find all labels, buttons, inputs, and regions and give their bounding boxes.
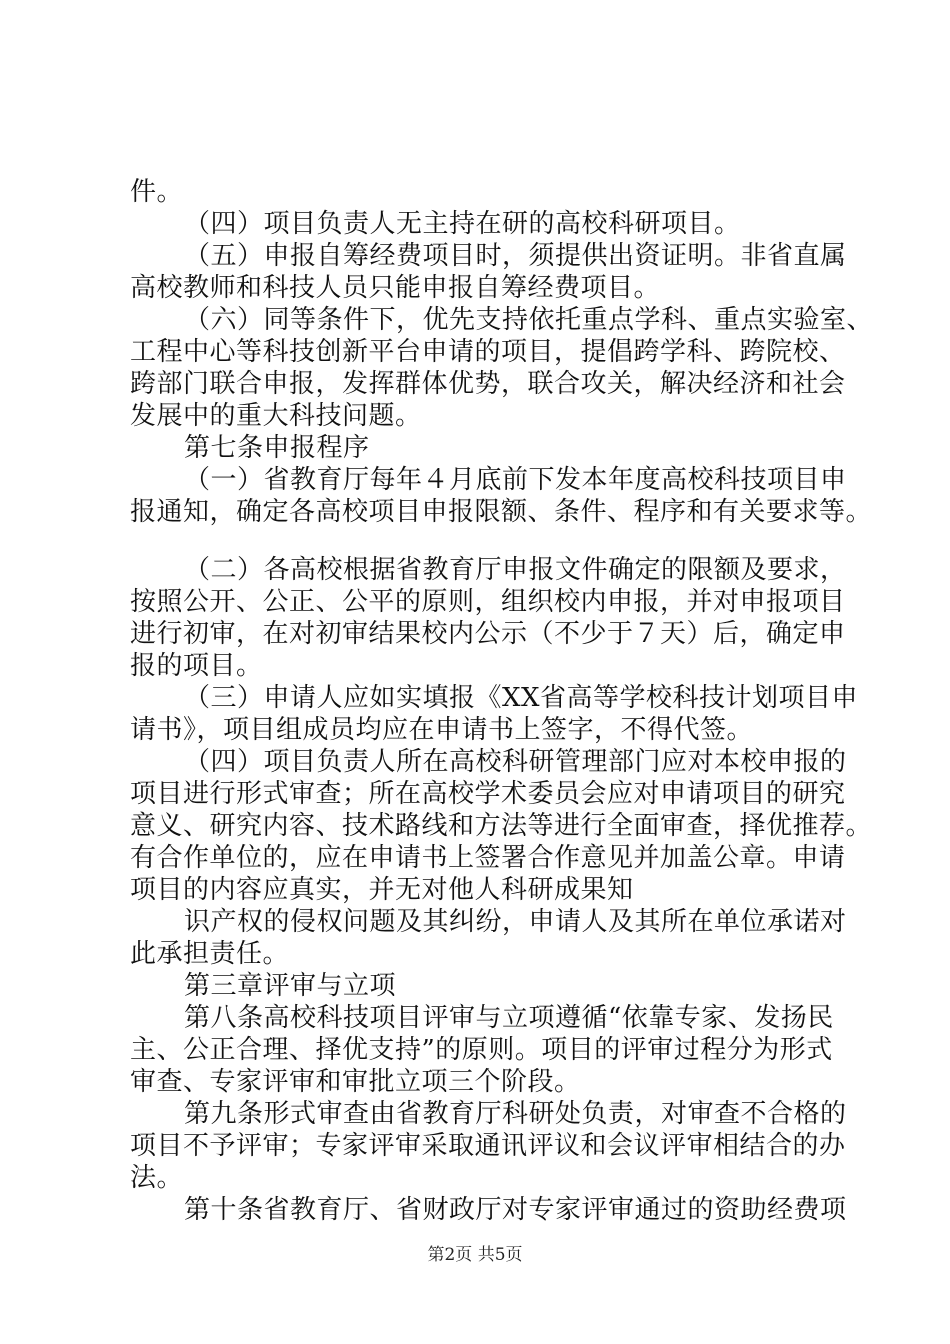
text-line: 工程中心等科技创新平台申请的项目，提倡跨学科、跨院校、 bbox=[130, 337, 846, 367]
chapter-heading: 第三章评审与立项 bbox=[184, 971, 397, 1001]
text-line: 项目进行形式审查；所在高校学术委员会应对申请项目的研究 bbox=[130, 779, 846, 809]
text-line: 第八条高校科技项目评审与立项遵循“依靠专家、发扬民 bbox=[184, 1003, 834, 1033]
section-heading: 第七条申报程序 bbox=[184, 433, 370, 463]
text-line: 请书》，项目组成员均应在申请书上签字，不得代签。 bbox=[130, 715, 754, 745]
text-line: 第十条省教育厅、省财政厅对专家评审通过的资助经费项 bbox=[184, 1195, 847, 1225]
text-line: 此承担责任。 bbox=[130, 939, 290, 969]
text-line: 项目不予评审；专家评审采取通讯评议和会议评审相结合的办 bbox=[130, 1131, 846, 1161]
text-line: （二）各高校根据省教育厅申报文件确定的限额及要求， bbox=[184, 555, 847, 585]
text-line: 按照公开、公正、公平的原则，组织校内申报，并对申报项目 bbox=[130, 587, 846, 617]
text-line: （四）项目负责人所在高校科研管理部门应对本校申报的 bbox=[184, 747, 847, 777]
text-line: 高校教师和科技人员只能申报自筹经费项目。 bbox=[130, 273, 661, 303]
text-line: （四）项目负责人无主持在研的高校科研项目。 bbox=[184, 209, 741, 239]
text-line: 跨部门联合申报，发挥群体优势，联合攻关，解决经济和社会 bbox=[130, 369, 846, 399]
text-line: 报通知，确定各高校项目申报限额、条件、程序和有关要求等。 bbox=[130, 497, 873, 527]
text-line: 有合作单位的，应在申请书上签署合作意见并加盖公章。申请 bbox=[130, 843, 846, 873]
text-line: 识产权的侵权问题及其纠纷，申请人及其所在单位承诺对 bbox=[184, 907, 847, 937]
text-line: （五）申报自筹经费项目时，须提供出资证明。非省直属 bbox=[184, 241, 847, 271]
text-line: （一）省教育厅每年４月底前下发本年度高校科技项目申 bbox=[184, 465, 847, 495]
text-line: 项目的内容应真实，并无对他人科研成果知 bbox=[130, 875, 634, 905]
text-line: （六）同等条件下，优先支持依托重点学科、重点实验室、 bbox=[184, 305, 874, 335]
text-line: 件。 bbox=[130, 177, 184, 207]
text-line: 法。 bbox=[130, 1163, 184, 1193]
text-line: 审查、专家评审和审批立项三个阶段。 bbox=[130, 1067, 581, 1097]
text-line: 报的项目。 bbox=[130, 651, 263, 681]
text-line: 意义、研究内容、技术路线和方法等进行全面审查，择优推荐。 bbox=[130, 811, 873, 841]
page-number-footer: 第2页 共5页 bbox=[427, 1245, 523, 1265]
text-line: （三）申请人应如实填报《XX省高等学校科技计划项目申 bbox=[184, 683, 859, 713]
text-line: 第九条形式审查由省教育厅科研处负责，对审查不合格的 bbox=[184, 1099, 847, 1129]
text-line: 进行初审，在对初审结果校内公示（不少于７天）后，确定申 bbox=[130, 619, 846, 649]
text-line: 发展中的重大科技问题。 bbox=[130, 401, 422, 431]
text-line: 主、公正合理、择优支持”的原则。项目的评审过程分为形式 bbox=[130, 1035, 833, 1065]
